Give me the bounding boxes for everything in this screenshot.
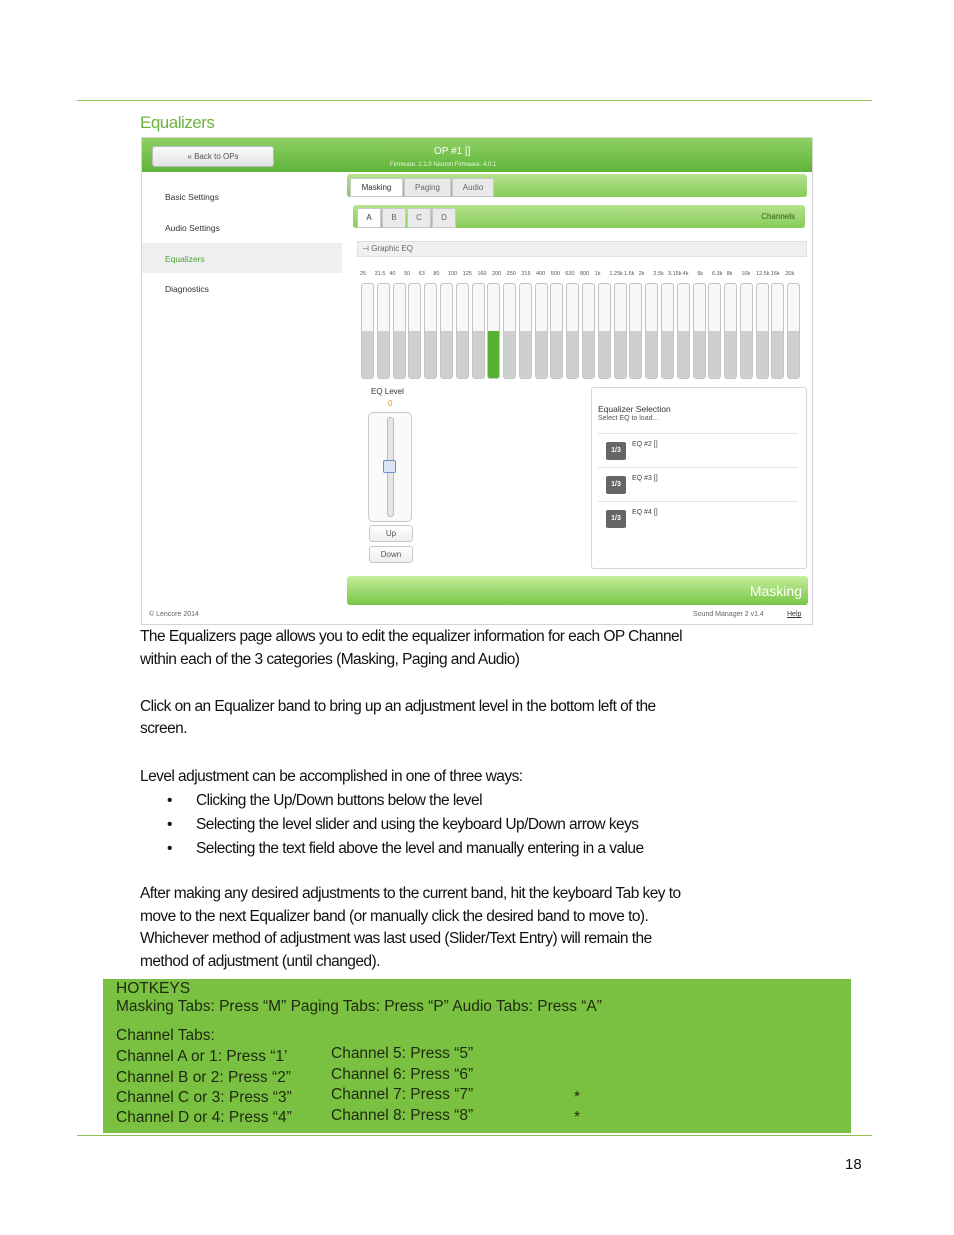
eq-band-fill [772,331,783,378]
down-button[interactable]: Down [369,546,413,563]
eq-band[interactable] [566,283,579,379]
eq-band-fill [504,331,515,378]
eq-band-fill [788,331,799,378]
eq-band[interactable] [756,283,769,379]
frequency-label: 8k [726,271,733,277]
frequency-label: 100 [448,271,458,277]
eq-band-fill [567,331,578,378]
hotkeys-box [103,979,851,1133]
eq-band[interactable] [456,283,469,379]
eq-bands [360,283,805,379]
eq-band-fill [409,331,420,378]
op-title: OP #1 [] [434,146,471,157]
hotkey-channel-8: Channel 8: Press “8” [331,1107,474,1124]
equalizer-screenshot [141,137,813,625]
eq-band[interactable] [708,283,721,379]
frequency-label: 630 [565,271,575,277]
eq-band[interactable] [440,283,453,379]
eq-band-fill [725,331,736,378]
eq-band[interactable] [487,283,500,379]
eq-preset-row[interactable] [598,467,798,501]
firmware-info: Firmware: 2.1.0 Neuron Firmware: 4.0.1 [390,162,497,168]
asterisk-mark: * [574,1109,581,1126]
hotkeys-channel-tabs-label: Channel Tabs: [116,1027,215,1044]
eq-band-fill [457,331,468,378]
bottom-rule [77,1135,872,1136]
sidebar [142,174,342,604]
eq-band[interactable] [535,283,548,379]
slider-handle[interactable] [383,460,396,473]
eq-band-fill [694,331,705,378]
tab-channel-b[interactable]: B [382,208,406,228]
frequency-labels [360,271,800,281]
app-header [142,138,812,172]
eq-level-value[interactable]: 0 [388,399,393,408]
frequency-label: 1.25k [609,271,623,277]
eq-band-fill [441,331,452,378]
eq-band[interactable] [519,283,532,379]
tab-channel-c[interactable]: C [407,208,431,228]
eq-level-label: EQ Level [371,387,404,396]
category-footer-bar: Masking [347,576,808,605]
tab-channel-d[interactable]: D [432,208,456,228]
eq-level-slider[interactable] [368,412,412,522]
frequency-label: 1.6k [624,271,635,277]
eq-preset-row[interactable] [598,433,798,467]
paragraph-level-adjustment: Level adjustment can be accomplished in one of three ways: [140,768,523,785]
eq-band[interactable] [503,283,516,379]
eq-band-fill [615,331,626,378]
eq-band[interactable] [361,283,374,379]
tab-masking[interactable]: Masking [350,178,403,197]
paragraph-after-line3: Whichever method of adjustment was last used (Slider/Text Entry) will remain the [140,930,652,947]
eq-band[interactable] [771,283,784,379]
paragraph-click-line1: Click on an Equalizer band to bring up an adjustment level in the bottom left of the [140,698,656,715]
frequency-label: 6.3k [712,271,723,277]
eq-band-fill [630,331,641,378]
hotkey-channel-6: Channel 6: Press “6” [331,1066,474,1083]
eq-band-fill [757,331,768,378]
eq-band[interactable] [724,283,737,379]
eq-band[interactable] [661,283,674,379]
hotkeys-title: HOTKEYS [116,980,191,997]
hotkeys-tabs-line: Masking Tabs: Press “M” Paging Tabs: Press “P” Audio Tabs: Press “A” [116,998,602,1015]
eq-preset-name: EQ #2 [] [632,441,658,448]
eq-band-fill [678,331,689,378]
paragraph-after-line1: After making any desired adjustments to the current band, hit the keyboard Tab key to [140,885,681,902]
eq-band[interactable] [408,283,421,379]
eq-band-fill [599,331,610,378]
eq-band-fill [536,331,547,378]
eq-band-fill [520,331,531,378]
eq-band-fill [488,331,499,378]
frequency-label: 2k [638,271,645,277]
frequency-label: 40 [389,271,396,277]
graphic-eq-header: ⊣ Graphic EQ [357,241,807,257]
help-link[interactable]: Help [787,611,802,618]
frequency-label: 10k [741,271,751,277]
eq-band[interactable] [614,283,627,379]
eq-preset-name: EQ #3 [] [632,475,658,482]
back-to-ops-button[interactable]: « Back to OPs [152,146,274,167]
paragraph-after-line4: method of adjustment (until changed). [140,953,380,970]
copyright-text: © Lencore 2014 [149,611,199,618]
equalizer-selection-title: Equalizer Selection [598,404,671,414]
hotkey-channel-a: Channel A or 1: Press “1’ [116,1048,288,1065]
version-text: Sound Manager 2 v1.4 [693,611,764,618]
frequency-label: 500 [550,271,560,277]
eq-band-fill [378,331,389,378]
eq-preset-badge: 1/3 [606,442,626,460]
eq-band[interactable] [550,283,563,379]
channel-tabs [353,205,805,228]
eq-band-fill [362,331,373,378]
eq-band[interactable] [377,283,390,379]
frequency-label: 125 [462,271,472,277]
paragraph-click-line2: screen. [140,720,187,737]
hotkey-channel-5: Channel 5: Press “5” [331,1045,474,1062]
hotkey-channel-7: Channel 7: Press “7” [331,1086,474,1103]
eq-band-fill [741,331,752,378]
eq-band[interactable] [598,283,611,379]
frequency-label: 63 [418,271,425,277]
frequency-label: 2.5k [653,271,664,277]
top-rule [77,100,872,101]
eq-preset-row[interactable] [598,501,798,535]
eq-band-fill [583,331,594,378]
frequency-label: 3.15k [668,271,682,277]
eq-band[interactable] [582,283,595,379]
eq-band[interactable] [393,283,406,379]
eq-preset-badge: 1/3 [606,476,626,494]
sidebar-item-audio-settings[interactable]: Audio Settings [165,223,220,233]
channels-link[interactable]: Channels [761,212,795,221]
paragraph-intro-line1: The Equalizers page allows you to edit the equalizer information for each OP Channel [140,628,682,645]
eq-band-fill [425,331,436,378]
frequency-label: 315 [521,271,531,277]
tab-paging[interactable]: Paging [404,178,451,197]
frequency-label: 31.5 [374,271,386,277]
eq-band[interactable] [693,283,706,379]
hotkey-channel-b: Channel B or 2: Press “2” [116,1069,291,1086]
eq-preset-badge: 1/3 [606,510,626,528]
tab-channel-a[interactable]: A [357,208,381,228]
frequency-label: 12.5k [756,271,770,277]
page-number: 18 [845,1156,862,1173]
sidebar-item-equalizers[interactable]: Equalizers [142,243,342,273]
paragraph-intro-line2: within each of the 3 categories (Masking, Paging and Audio) [140,651,520,668]
asterisk-mark: * [574,1089,581,1106]
frequency-label: 5k [697,271,704,277]
eq-band[interactable] [472,283,485,379]
sidebar-item-basic-settings[interactable]: Basic Settings [165,192,219,202]
frequency-label: 160 [477,271,487,277]
eq-band-fill [473,331,484,378]
eq-preset-name: EQ #4 [] [632,509,658,516]
frequency-label: 800 [580,271,590,277]
frequency-label: 250 [506,271,516,277]
equalizer-selection-subtitle: Select EQ to load... [598,415,659,422]
eq-band-fill [709,331,720,378]
eq-band[interactable] [645,283,658,379]
frequency-label: 50 [404,271,411,277]
eq-band[interactable] [677,283,690,379]
eq-band[interactable] [424,283,437,379]
frequency-label: 4k [682,271,689,277]
category-tabs [347,174,807,197]
sidebar-item-diagnostics[interactable]: Diagnostics [165,284,209,294]
hotkey-channel-c: Channel C or 3: Press “3” [116,1089,292,1106]
frequency-label: 20k [785,271,795,277]
up-button[interactable]: Up [369,525,413,542]
frequency-label: 1k [594,271,601,277]
tab-audio[interactable]: Audio [452,178,494,197]
paragraph-after-line2: move to the next Equalizer band (or manually click the desired band to move to). [140,908,649,925]
hotkey-channel-d: Channel D or 4: Press “4” [116,1109,292,1126]
eq-band-fill [551,331,562,378]
frequency-label: 25 [360,271,367,277]
eq-band[interactable] [787,283,800,379]
eq-band-fill [394,331,405,378]
eq-band-fill [662,331,673,378]
eq-band[interactable] [629,283,642,379]
frequency-label: 16k [770,271,780,277]
equalizer-selection-panel [591,387,807,569]
section-title: Equalizers [140,113,215,132]
frequency-label: 80 [433,271,440,277]
frequency-label: 400 [536,271,546,277]
eq-band-fill [646,331,657,378]
eq-band[interactable] [740,283,753,379]
frequency-label: 200 [492,271,502,277]
